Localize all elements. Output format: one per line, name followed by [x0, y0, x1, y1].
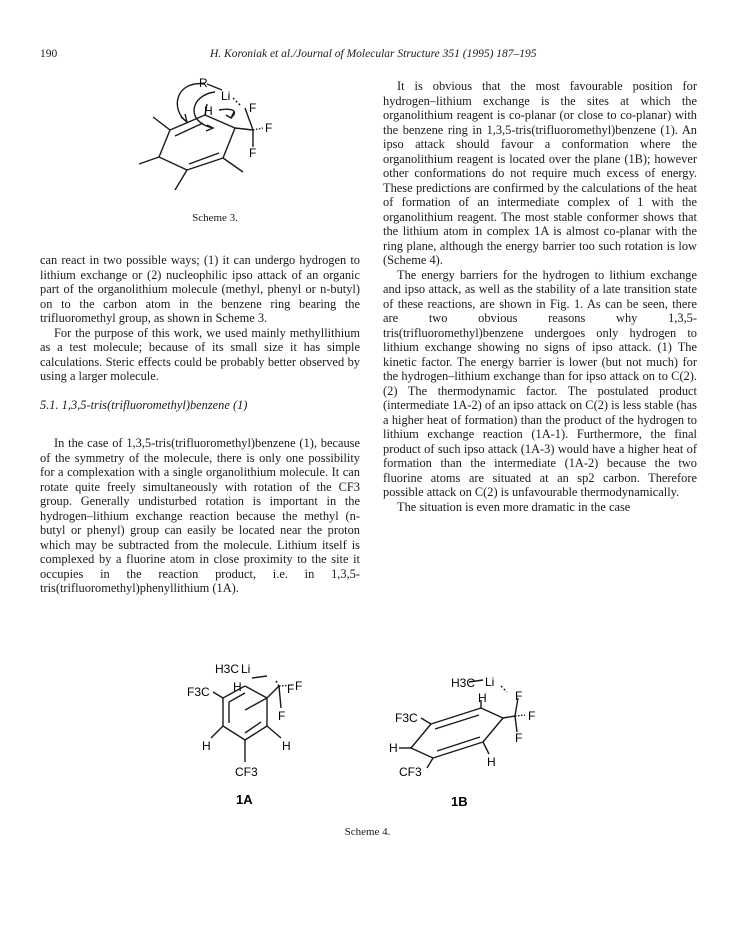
scheme3-atom-r: R [199, 76, 208, 90]
mol1b-f-c: F [515, 731, 523, 745]
left-paragraph-1: can react in two possible ways; (1) it can undergo hydrogen to lithium exchange or (2) nucleophilic ipso attack of an organic part of the organolithium molecule (methyl, phenyl or n-butyl) on to the carbon atom in the benzene ring bearing the trifluoromethyl group, as shown in Scheme 3. [40, 253, 360, 325]
mol1b-h-left: H [389, 741, 398, 755]
mol1a-label: 1A [236, 792, 253, 807]
left-column [40, 253, 360, 596]
running-title: H. Koroniak et al./Journal of Molecular Structure 351 (1995) 187–195 [210, 48, 537, 60]
page-header [40, 48, 695, 64]
section-heading: 5.1. 1,3,5-tris(trifluoromethyl)benzene (1) [40, 397, 248, 412]
left-paragraph-3: In the case of 1,3,5-tris(trifluoromethyl)benzene (1), because of the symmetry of the molecule, there is only one possibility for a complexation with a single organolithium molecule. It can rotate quite freely simultaneously with rotation of the CF3 group. Generally undisturbed rotation is important in the hydrogen–lithium exchange reaction because the methyl (n-butyl or phenyl) group can easily be located near the proton which may be subtracted from the molecule. Lithium itself is complexed by a fluorine atom in close proximity to the site it occupies in the reaction product, i.e. in 1,3,5-tris(trifluoromethyl)phenyllithium (1A). [40, 436, 360, 595]
right-paragraph-1: It is obvious that the most favourable position for hydrogen–lithium exchange is the sites at which the organolithium reagent is co-planar (or close to co-planar) with the benzene ring in 1,3,5-tris(trifluoromethyl)benzene (1). An ipso attack should favour a conformation where the organolithium reagent is located over the plane (1B); however other conformations do not require much excess of energy. These predictions are confirmed by the calculations of the heat of formation of an intermediate complex of 1 with the organolithium reagent. The most stable conformer shows that the lithium atom in complex 1A is almost co-planar with the ring plane, although the energy barrier too such rotation is low (Scheme 4). [383, 79, 697, 267]
scheme-4-caption: Scheme 4. [344, 826, 391, 838]
molecule-1a [175, 658, 355, 818]
mol1a-h-top: H [233, 680, 242, 694]
mol1b-cf3: CF3 [399, 765, 422, 779]
left-paragraph-2: For the purpose of this work, we used mainly methyllithium as a test molecule; because of its small size it has simple calculations. Steric effects could be probably better observed by using a larger molecule. [40, 325, 360, 383]
scheme3-atom-f1: F [249, 101, 257, 115]
mol1a-f3c: F3C [187, 685, 210, 699]
scheme-3-caption: Scheme 3. [192, 212, 238, 224]
mol1b-f-a: F [515, 689, 523, 703]
scheme-3-structure [135, 70, 295, 195]
scheme3-atom-h: H [204, 104, 213, 118]
scheme3-atom-f2: F [265, 121, 273, 135]
mol1a-f-c: F [278, 709, 286, 723]
right-paragraph-2: The energy barriers for the hydrogen to lithium exchange and ipso attack, as well as the stability of a late transition state of these reactions, are shown in Fig. 1. As can be seen, there are two obvious reasons why 1,3,5-tris(trifluoromethyl)benzene undergoes only hydrogen to lithium exchange showing no signs of ipso attack. (1) The kinetic factor. The energy barrier is lower (but not much) for the hydrogen–lithium exchange than for ipso attack on to C(2). (2) The thermodynamic factor. The postulated product (intermediate 1A-2) of an ipso attack on C(2) is less stable (has a higher heat of formation) than the product of the hydrogen to lithium exchange reaction (1A-1). Furthermore, the final product of such ipso attack (1A-3) would have a higher heat of formation than the intermediate (1A-2) because the two fluorine atoms are situated at an sp2 carbon. Therefore possible attack on C(2) is unfavourable thermodynamically. [383, 267, 697, 499]
page-number: 190 [40, 48, 58, 60]
mol1a-h-right: H [282, 739, 291, 753]
mol1b-label: 1B [451, 794, 468, 809]
scheme3-atom-f3: F [249, 146, 257, 160]
mol1a-li: Li [241, 662, 251, 676]
mol1b-f-b: F [528, 709, 536, 723]
mol1a-cf3: CF3 [235, 765, 258, 779]
mol1b-li: Li [485, 675, 495, 689]
right-paragraph-3: The situation is even more dramatic in the case [397, 499, 631, 514]
mol1b-h-top: H [478, 691, 487, 705]
mol1b-h3c: H3C [451, 676, 476, 690]
mol1a-f-a: F [287, 682, 295, 696]
mol1b-h-right: H [487, 755, 496, 769]
right-column [383, 79, 697, 514]
molecule-1b [385, 670, 575, 820]
mol1a-h3c: H3C [215, 662, 240, 676]
scheme3-atom-li: Li [221, 89, 231, 103]
mol1b-f3c: F3C [395, 711, 418, 725]
mol1a-f-b: F [295, 679, 303, 693]
mol1a-h-left: H [202, 739, 211, 753]
